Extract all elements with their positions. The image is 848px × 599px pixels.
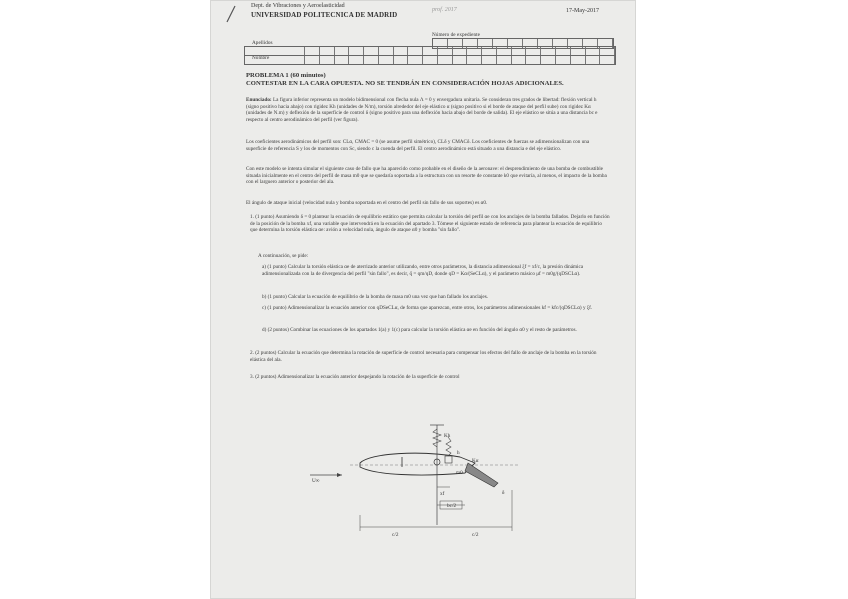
bc-label: bc/2 <box>447 503 457 509</box>
statement-paragraph-2: Los coeficientes aerodinámicos del perfil son: CLα, CMAC = 0 (se asume perfil simétrico), CLδ y CMACδ. Los coeficientes de fuerzas se adimensionalizan con una superficie de referencia S y los de momentos con Sc, siendo c la cuenda del perfil. El centro aerodinámico está situado a una distancia e del eje elástico. <box>246 139 590 152</box>
statement-text-1: La figura inferior representa un modelo bidimensional con flecha nula Λ = 0 y envergadura unitaria. Se consideran tres grados de libertad: flexión vertical h (signo positivo hacia abajo) con rigidez Kh (unidades de N/m), torsión alrededor del eje elástico α (signo positivo si el borde de ataque del perfil sube) con rigidez Kα (unidades de N.m) y deflexión de la superficie de control δ (signo positivo para una deflexión hacia abajo del borde de salida). El eje elástico se sitúa a una distancia bc e respecto al centro aerodinámico del perfil (ver figura). <box>246 97 598 123</box>
xf-label: xf <box>440 491 445 497</box>
right-half-chord-label: c/2 <box>472 532 479 538</box>
question-1: 1. (1 punto) Asumiendo δ = 0 plantear la ecuación de equilibrio estático que permita calcular la torsión del perfil αe con los anclajes de la bomba fallados. Dejarlo en función de la posición de la bomba xf, una variable que intervendrá en la ecuación del apartado 3. Tómese el siguiente estado de referencia para plantear la ecuación de equilibrio que determina la torsión elástica αe: avión a velocidad nula, ángulo de ataque α0 y bomba "sin fallo". <box>250 214 610 234</box>
question-1a: a) (1 punto) Calcular la torsión elástica αe de aterrizado anterior utilizando, entre otros parámetros, la distancia adimensional ξf = xf/c, la presión dinámica adimensionalizada con la de divergencia del perfil "sin fallo", es decir, q̄ = qm/qD, donde qD = Kα/(SeCLα), y el parámetro másico μf = m0g/(qDSCLα). <box>262 264 584 277</box>
statement-lead: Enunciado: <box>246 97 272 103</box>
freestream-arrowhead <box>337 473 342 477</box>
department-name: Dept. de Vibraciones y Aeroelasticidad <box>251 3 345 9</box>
university-name: UNIVERSIDAD POLITECNICA DE MADRID <box>251 11 398 19</box>
nombre-label: Nombre <box>252 55 270 61</box>
problem-title: PROBLEMA 1 (60 minutos) <box>246 72 326 79</box>
airfoil-diagram <box>300 415 580 560</box>
freestream-label: U∞ <box>312 478 320 484</box>
statement-paragraph-1 <box>246 97 610 123</box>
question-3: 3. (2 puntos) Adimensionalizar la ecuación anterior despejando la rotación de la superficie de control <box>250 374 460 380</box>
exam-sheet <box>210 0 636 599</box>
pump-spring <box>446 437 451 456</box>
heave-label: h <box>457 450 460 456</box>
pump-mass <box>445 456 452 463</box>
question-1d: d) (2 puntos) Combinar las ecuaciones de los apartados 1(a) y 1(c) para calcular la torsión elástica αe en función del ángulo α0 y el resto de parámetros. <box>262 327 577 333</box>
problem-instruction: CONTESTAR EN LA CARA OPUESTA. NO SE TENDRÁN EN CONSIDERACIÓN HOJAS ADICIONALES. <box>246 80 564 87</box>
apellidos-label: Apellidos <box>252 40 273 46</box>
handwritten-note: prof. 2017 <box>432 7 457 13</box>
question-2: 2. (2 puntos) Calcular la ecuación que determina la rotación de superficie de control necesaria para compensar los efectos del fallo de anclaje de la bomba en la torsión elástica del ala. <box>250 350 597 363</box>
exam-date: 17-May-2017 <box>566 8 599 14</box>
pump-mass-label: m0 <box>456 470 463 476</box>
expediente-label: Número de expediente <box>432 32 480 38</box>
pitch-stiffness-label: Kα <box>472 458 479 464</box>
pen-stroke-mark <box>224 4 238 24</box>
statement-paragraph-3: Con este modelo se intenta simular el siguiente caso de fallo que ha aparecido como probable en el diseño de la aeronave: el desprendimiento de una bomba de combustible situada inicialmente en el centro del perfil de masa m0 que se quedaría soportada a la estructura con un resorte de constante k0 que evitaría, al menos, el impacto de la bomba con el larguero anterior o posterior del ala. <box>246 166 607 186</box>
deflection-label: δ <box>502 490 505 496</box>
nombre-field[interactable] <box>244 55 616 65</box>
control-surface <box>465 463 498 487</box>
question-1c: c) (1 punto) Adimensionalizar la ecuación anterior con qDSeCLα, de forma que aparezcan, entre otros, los parámetros adimensionales kf = kfc/(qDSCLα) y ξf. <box>262 305 593 311</box>
question-1-intro: A continuación, se pide: <box>258 253 309 259</box>
heave-stiffness-label: Kh <box>444 433 451 439</box>
question-1b: b) (1 punto) Calcular la ecuación de equilibrio de la bomba de masa m0 una vez que han fallado los anclajes. <box>262 294 489 300</box>
statement-paragraph-4: El ángulo de ataque inicial (velocidad nula y bomba soportada en el centro del perfil sin fallo de sus soportes) es α0. <box>246 200 488 206</box>
left-half-chord-label: c/2 <box>392 532 399 538</box>
